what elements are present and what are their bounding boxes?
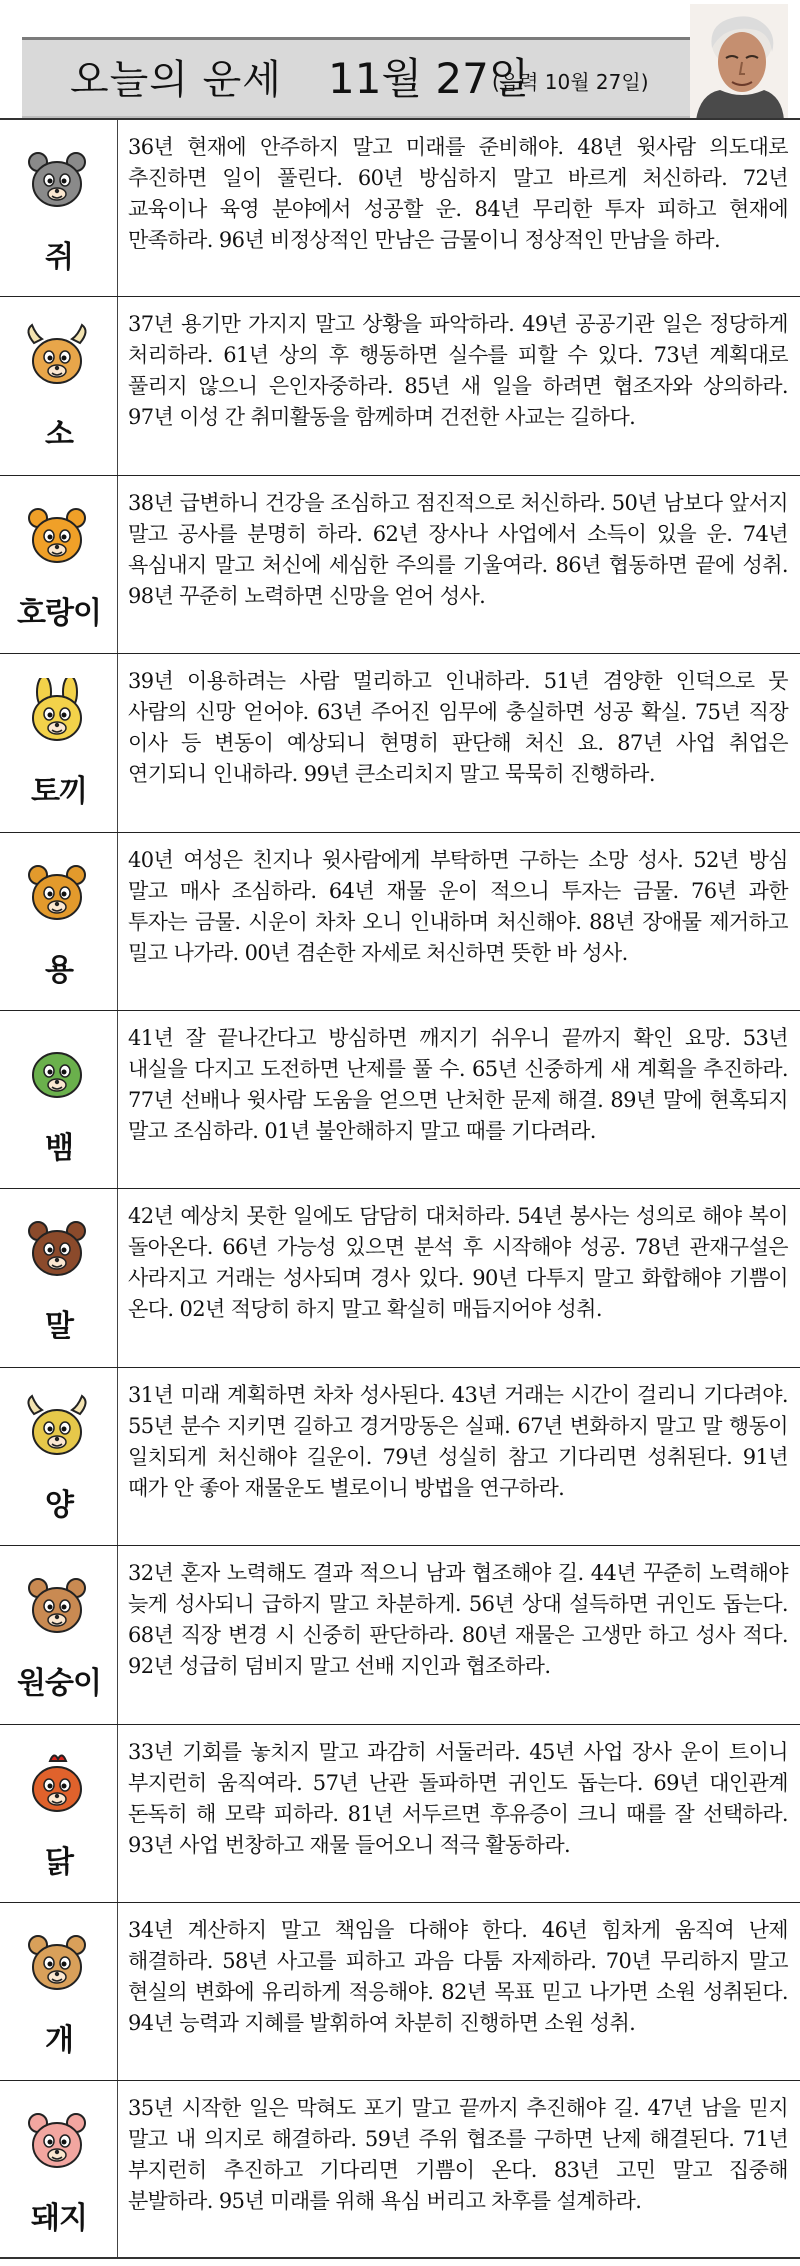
fortune-text: 31년 미래 계획하면 차차 성사된다. 43년 거래는 시간이 걸리니 기다려야. 55년 분수 지키면 길하고 경거망동은 실패. 67년 변화하지 말고 말 행동이 일치되게 처신해야 길운이. 79년 성실히 참고 기다리면 성취된다. 91년 때가 안 좋아 재물운도 별로이니 방법을 연구하라. <box>128 1382 788 1500</box>
zodiac-name: 토끼 <box>31 774 87 810</box>
date-label: 11월 27일 <box>328 54 530 103</box>
zodiac-row <box>0 1010 800 1188</box>
zodiac-name: 말 <box>45 1309 73 1345</box>
zodiac-name: 용 <box>45 952 73 988</box>
zodiac-animal <box>0 2081 118 2256</box>
rat-icon <box>20 144 94 218</box>
zodiac-row <box>0 1367 800 1545</box>
zodiac-name: 닭 <box>45 1844 73 1880</box>
pig-icon <box>20 2105 94 2179</box>
fortune-text: 41년 잘 끝나간다고 방심하면 깨지기 쉬우니 끝까지 확인 요망. 53년 내실을 다지고 도전하면 난제를 풀 수. 65년 신중하게 새 계획을 추진하라. 77년 선배나 윗사람 도움을 얻으면 난처한 문제 해결. 89년 말에 현혹되지 말고 조심하라. 01년 불안해하지 말고 때를 기다려라. <box>128 1025 788 1143</box>
zodiac-name: 호랑이 <box>17 595 101 631</box>
zodiac-animal <box>0 1189 118 1366</box>
author-portrait-icon <box>690 4 788 120</box>
zodiac-row <box>0 1724 800 1902</box>
horse-icon <box>20 1213 94 1287</box>
zodiac-row <box>0 2080 800 2258</box>
zodiac-animal <box>0 654 118 831</box>
zodiac-animal <box>0 1903 118 2080</box>
zodiac-name: 개 <box>45 2022 73 2058</box>
zodiac-name: 양 <box>45 1487 73 1523</box>
zodiac-animal <box>0 476 118 653</box>
zodiac-row <box>0 1545 800 1723</box>
zodiac-row <box>0 1188 800 1366</box>
fortune-text: 32년 혼자 노력해도 결과 적으니 남과 협조해야 길. 44년 꾸준히 노력해야 늦게 성사되니 급하지 말고 차분하게. 56년 상대 설득하면 귀인도 돕는다. 68년 직장 변경 시 신중히 판단하라. 80년 재물은 고생만 하고 성사 적다. 92년 성급히 덤비지 말고 선배 지인과 협조하라. <box>128 1561 788 1679</box>
fortune-text: 35년 시작한 일은 막혀도 포기 말고 끝까지 추진해야 길. 47년 남을 믿지 말고 내 의지로 해결하라. 59년 주위 협조를 구하면 난제 해결된다. 71년 부지런히 추진하고 기다리면 기쁨이 온다. 83년 고민 말고 집중해 분발하라. 95년 미래를 위해 욕심 버리고 차후를 설계하라. <box>128 2096 788 2214</box>
ox-icon <box>20 321 94 395</box>
tiger-icon <box>20 500 94 574</box>
zodiac-animal <box>0 120 118 296</box>
zodiac-name: 뱀 <box>45 1130 73 1166</box>
fortune-text: 34년 계산하지 말고 책임을 다해야 한다. 46년 힘차게 움직여 난제 해결하라. 58년 사고를 피하고 과음 다툼 자제하라. 70년 무리하지 말고 현실의 변화에 유리하게 적응해야. 82년 목표 믿고 나가면 소원 성취된다. 94년 능력과 지혜를 발휘하여 차분히 진행하면 소원 성취. <box>128 1917 788 2035</box>
fortune-text: 38년 급변하니 건강을 조심하고 점진적으로 처신하라. 50년 남보다 앞서지 말고 공사를 분명히 하라. 62년 장사나 사업에서 소득이 있을 운. 74년 욕심내지 말고 처신에 세심한 주의를 기울여라. 86년 협동하면 끝에 성취. 98년 꾸준히 노력하면 신망을 얻어 성사. <box>128 490 788 608</box>
zodiac-name: 쥐 <box>45 240 73 275</box>
zodiac-list <box>0 118 800 2259</box>
fortune-text: 42년 예상치 못한 일에도 담담히 대처하라. 54년 봉사는 성의로 해야 복이 돌아온다. 66년 가능성 있으면 분석 후 시작해야 성공. 78년 관재구설은 사라지고 거래는 성사되며 경사 있다. 90년 다투지 말고 화합해야 기쁨이 온다. 02년 적당히 하지 말고 확실히 매듭지어야 성취. <box>128 1204 788 1322</box>
zodiac-row <box>0 118 800 296</box>
page-header <box>0 0 800 120</box>
sheep-icon <box>20 1392 94 1466</box>
zodiac-animal <box>0 1368 118 1545</box>
zodiac-name: 돼지 <box>31 2201 87 2237</box>
rooster-icon <box>20 1749 94 1823</box>
lunar-date-label: (음력 10월 27일) <box>492 70 649 94</box>
zodiac-row <box>0 1902 800 2080</box>
fortune-text: 33년 기회를 놓치지 말고 과감히 서둘러라. 45년 사업 장사 운이 트이니 부지런히 움직여라. 57년 난관 돌파하면 귀인도 돕는다. 69년 대인관계 돈독히 해 모략 피하라. 81년 서두르면 후유증이 크니 때를 잘 선택하라. 93년 사업 번창하고 재물 들어오니 적극 활동하라. <box>128 1739 788 1857</box>
fortune-text: 37년 용기만 가지지 말고 상황을 파악하라. 49년 공공기관 일은 정당하게 처리하라. 61년 상의 후 행동하면 실수를 피할 수 있다. 73년 계획대로 풀리지 않으니 은인자중하라. 85년 새 일을 하려면 협조자와 상의하라. 97년 이성 간 취미활동을 함께하며 건전한 사교는 길하다. <box>128 312 788 430</box>
dog-icon <box>20 1927 94 2001</box>
fortune-text: 40년 여성은 친지나 윗사람에게 부탁하면 구하는 소망 성사. 52년 방심 말고 매사 조심하라. 64년 재물 운이 적으니 투자는 금물. 76년 과한 투자는 금물. 시운이 차차 오니 인내하며 처신해야. 88년 장애물 제거하고 밀고 나가라. 00년 겸손한 자세로 처신하면 뜻한 바 성사. <box>128 847 788 965</box>
monkey-icon <box>20 1570 94 1644</box>
zodiac-animal <box>0 297 118 474</box>
zodiac-row <box>0 653 800 831</box>
fortune-text: 36년 현재에 안주하지 말고 미래를 준비해야. 48년 윗사람 의도대로 추진하면 일이 풀린다. 60년 방심하지 말고 바르게 처신하라. 72년 교육이나 육영 분야에서 성공할 운. 84년 무리한 투자 피하고 현재에 만족하라. 96년 비정상적인 만남은 금물이니 정상적인 만남을 하라. <box>128 135 788 252</box>
snake-icon <box>20 1035 94 1109</box>
zodiac-row <box>0 475 800 653</box>
page-title: 오늘의 운세 <box>70 57 282 103</box>
zodiac-name: 원숭이 <box>17 1666 101 1702</box>
zodiac-animal <box>0 1725 118 1902</box>
fortune-text: 39년 이용하려는 사람 멀리하고 인내하라. 51년 겸양한 인덕으로 뭇 사람의 신망 얻어야. 63년 주어진 임무에 충실하면 성공 확실. 75년 직장 이사 등 변동이 예상되니 현명히 판단해 처신 요. 87년 사업 취업은 연기되니 인내하라. 99년 큰소리치지 말고 묵묵히 진행하라. <box>128 669 788 787</box>
zodiac-name: 소 <box>45 417 73 453</box>
rabbit-icon <box>20 678 94 752</box>
dragon-icon <box>20 857 94 931</box>
zodiac-animal <box>0 833 118 1010</box>
zodiac-row <box>0 832 800 1010</box>
zodiac-row <box>0 296 800 474</box>
zodiac-animal <box>0 1546 118 1723</box>
zodiac-animal <box>0 1011 118 1188</box>
